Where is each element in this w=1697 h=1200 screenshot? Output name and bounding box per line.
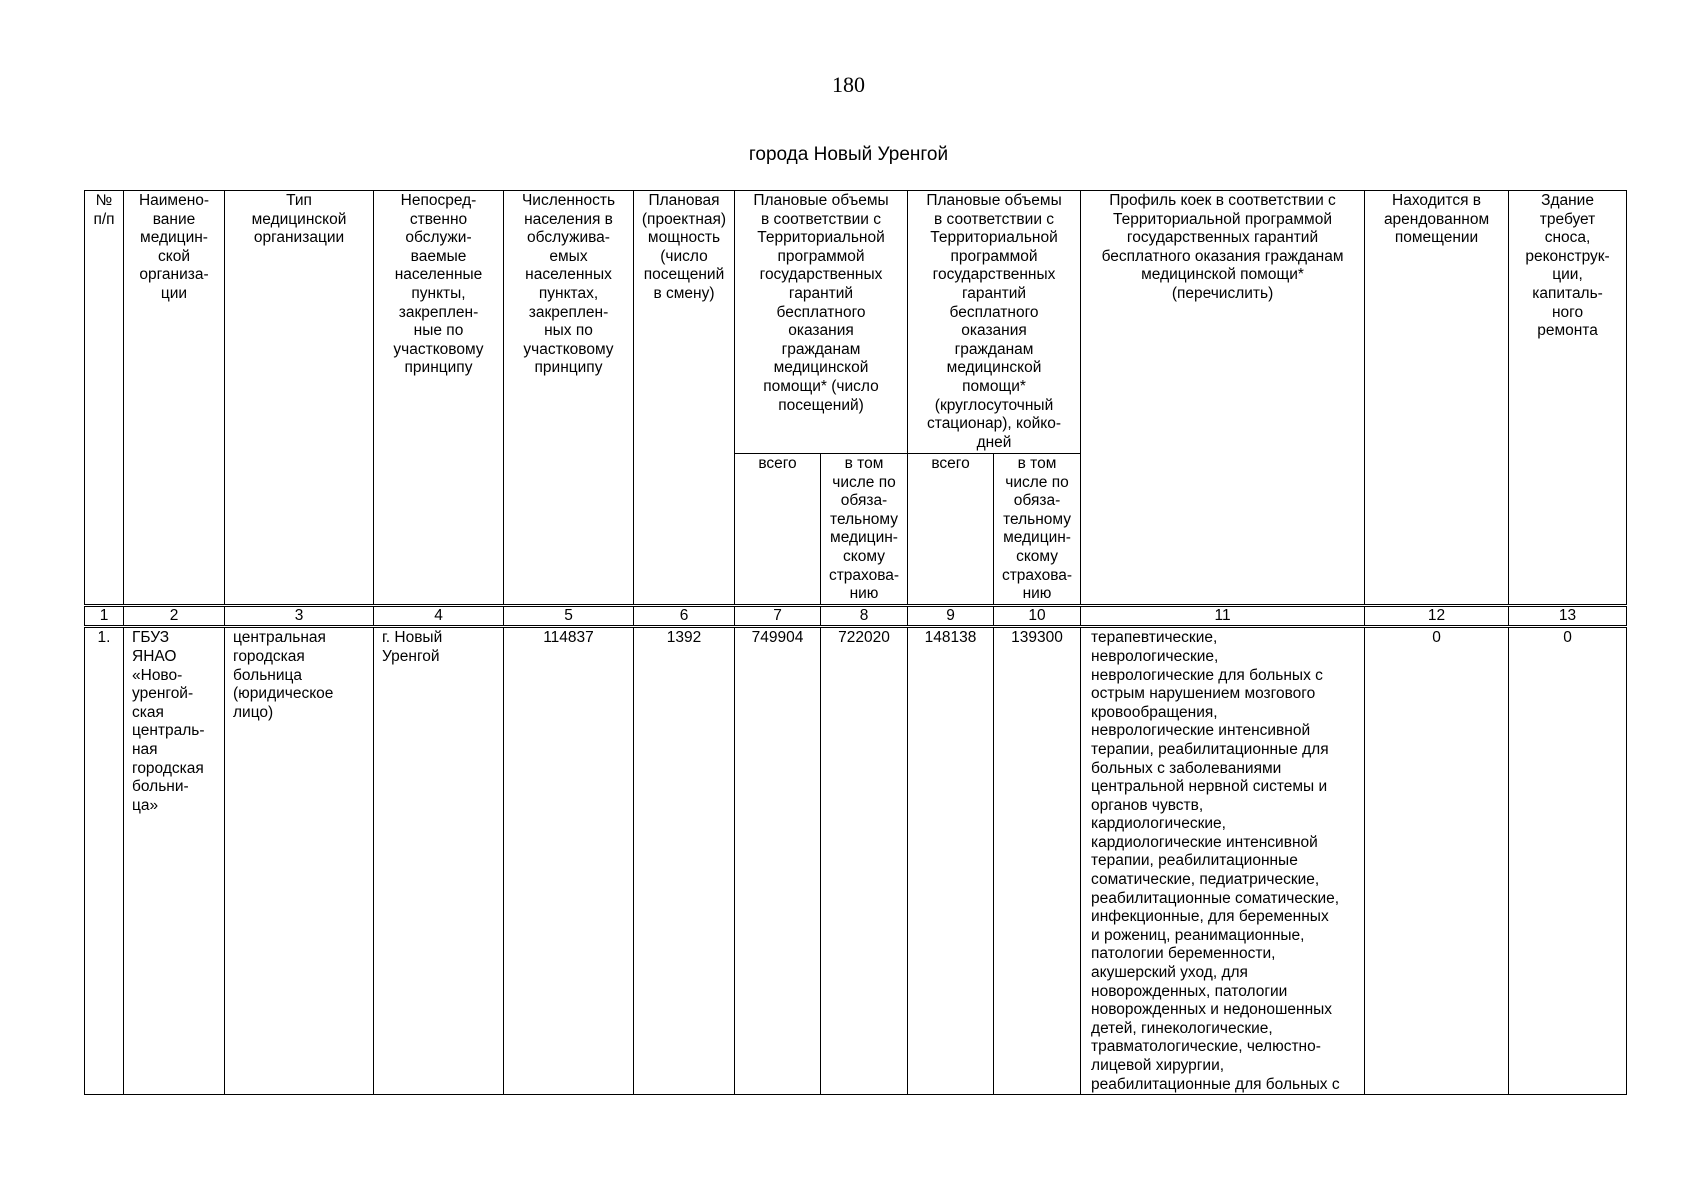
header-settlements: Непосред- ственно обслужи- ваемые населенные пункты, закреплен- ные по участковому принципу — [374, 191, 504, 606]
header-leased: Находится в арендованном помещении — [1365, 191, 1509, 606]
column-number: 3 — [225, 605, 374, 627]
row-number: 1. — [85, 627, 124, 1095]
column-number: 9 — [908, 605, 994, 627]
column-number: 5 — [504, 605, 634, 627]
row-org-type: центральная городская больница (юридическое лицо) — [225, 627, 374, 1095]
table-row — [85, 627, 1627, 1095]
header-org-type: Тип медицинской организации — [225, 191, 374, 606]
row-leased: 0 — [1365, 627, 1509, 1095]
row-population: 114837 — [504, 627, 634, 1095]
header-bed-profiles: Профиль коек в соответствии с Территориальной программой государственных гарантий бесплатного оказания гражданам медицинской помощи* (перечислить) — [1081, 191, 1365, 606]
header-planned-beddays: Плановые объемы в соответствии с Территориальной программой государственных гарантий бесплатного оказания гражданам медицинской помощи* (круглосуточный стационар), койко- дней — [908, 191, 1081, 454]
column-numbers-row — [85, 605, 1627, 627]
header-demolition: Здание требует сноса, реконструк- ции, капиталь- ного ремонта — [1509, 191, 1627, 606]
header-planned-visits: Плановые объемы в соответствии с Территориальной программой государственных гарантий бесплатного оказания гражданам медицинской помощи* (число посещений) — [735, 191, 908, 454]
subheader-visits-oms: в том числе по обяза- тельному медицин- скому страхова- нию — [821, 454, 908, 606]
medical-organizations-table — [84, 190, 1627, 1095]
subheader-visits-total: всего — [735, 454, 821, 606]
row-visits-oms: 722020 — [821, 627, 908, 1095]
header-number: № п/п — [85, 191, 124, 606]
row-org-name: ГБУЗ ЯНАО «Ново- уренгой- ская централь- ная городская больни- ца» — [124, 627, 225, 1095]
column-number: 13 — [1509, 605, 1627, 627]
header-capacity: Плановая (проектная) мощность (число посещений в смену) — [634, 191, 735, 606]
row-capacity: 1392 — [634, 627, 735, 1095]
page-number: 180 — [832, 72, 865, 97]
column-number: 8 — [821, 605, 908, 627]
row-settlements: г. Новый Уренгой — [374, 627, 504, 1095]
header-row — [85, 191, 1627, 454]
column-number: 11 — [1081, 605, 1365, 627]
row-beddays-total: 148138 — [908, 627, 994, 1095]
subheader-beddays-total: всего — [908, 454, 994, 606]
column-number: 6 — [634, 605, 735, 627]
header-org-name: Наимено- вание медицин- ской организа- ции — [124, 191, 225, 606]
row-visits-total: 749904 — [735, 627, 821, 1095]
row-bed-profiles: терапевтические, неврологические, неврологические для больных с острым нарушением мозгового кровообращения, неврологические интенсивной терапии, реабилитационные для больных с заболеваниями центральной нервной системы и органов чувств, кардиологические, кардиологические интенсивной терапии, реабилитационные соматические, педиатрические, реабилитационные соматические, инфекционные, для беременных и рожениц, реанимационные, патологии беременности, акушерский уход, для новорожденных, патологии новорожденных и недоношенных детей, гинекологические, травматологические, челюстно- лицевой хирургии, реабилитационные для больных с — [1081, 627, 1365, 1095]
column-number: 2 — [124, 605, 225, 627]
column-number: 1 — [85, 605, 124, 627]
subheader-beddays-oms: в том числе по обяза- тельному медицин- скому страхова- нию — [994, 454, 1081, 606]
column-number: 7 — [735, 605, 821, 627]
row-demolition: 0 — [1509, 627, 1627, 1095]
header-population: Численность населения в обслужива- емых населенных пунктах, закреплен- ных по участковому принципу — [504, 191, 634, 606]
column-number: 4 — [374, 605, 504, 627]
column-number: 12 — [1365, 605, 1509, 627]
document-title: города Новый Уренгой — [748, 144, 949, 165]
column-number: 10 — [994, 605, 1081, 627]
row-beddays-oms: 139300 — [994, 627, 1081, 1095]
